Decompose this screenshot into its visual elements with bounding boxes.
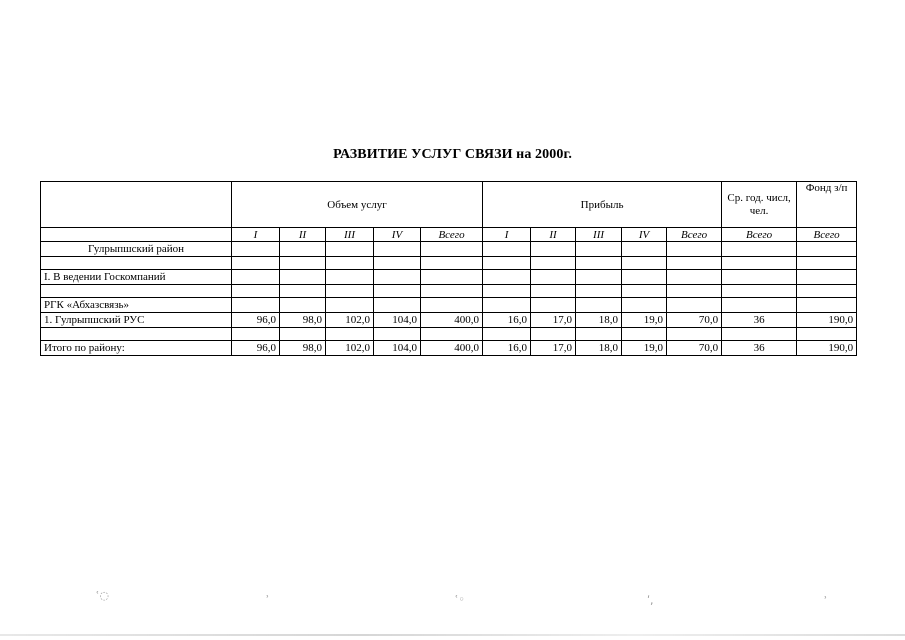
table-cell — [374, 298, 421, 313]
quarter-header: II — [280, 228, 326, 242]
table-cell — [667, 270, 722, 285]
quarter-header: I — [232, 228, 280, 242]
scan-speck: ʹ, — [647, 594, 654, 607]
header-row-groups — [41, 182, 857, 228]
table-cell — [280, 328, 326, 341]
table-cell — [280, 270, 326, 285]
header-empty-cell — [41, 182, 232, 228]
table-cell — [531, 270, 576, 285]
table-cell — [280, 285, 326, 298]
table-cell — [421, 242, 483, 257]
table-cell — [374, 270, 421, 285]
quarter-header: III — [576, 228, 622, 242]
table-cell — [326, 257, 374, 270]
table-cell: 17,0 — [531, 313, 576, 328]
table-cell — [421, 270, 483, 285]
table-cell — [797, 270, 857, 285]
table-cell — [326, 242, 374, 257]
table-cell: 70,0 — [667, 313, 722, 328]
payroll-header: Фонд з/п — [797, 182, 857, 228]
total-cell: 102,0 — [326, 341, 374, 356]
table-cell — [722, 270, 797, 285]
scan-bottom-edge — [0, 634, 905, 636]
table-cell — [232, 242, 280, 257]
table-cell — [483, 270, 531, 285]
table-cell — [797, 242, 857, 257]
table-cell — [421, 328, 483, 341]
table-cell: 19,0 — [622, 313, 667, 328]
scan-speck: ʿ◌ — [96, 589, 109, 602]
table-cell — [232, 298, 280, 313]
table-cell — [797, 257, 857, 270]
table-cell — [374, 285, 421, 298]
table-cell — [483, 285, 531, 298]
table-cell — [722, 328, 797, 341]
table-cell: 98,0 — [280, 313, 326, 328]
total-header: Всего — [797, 228, 857, 242]
table-row — [41, 242, 857, 257]
table-cell — [232, 328, 280, 341]
table-cell — [576, 285, 622, 298]
table-row — [41, 328, 857, 341]
table-cell — [576, 257, 622, 270]
total-cell: 400,0 — [421, 341, 483, 356]
table-cell — [576, 270, 622, 285]
total-cell: 18,0 — [576, 341, 622, 356]
scan-speck: ʾ — [266, 593, 270, 606]
total-cell: 98,0 — [280, 341, 326, 356]
table-row — [41, 285, 857, 298]
table-cell — [326, 270, 374, 285]
table-cell: 190,0 — [797, 313, 857, 328]
table-cell — [280, 257, 326, 270]
header-row-quarters — [41, 228, 857, 242]
total-cell: 19,0 — [622, 341, 667, 356]
table-row — [41, 298, 857, 313]
table-cell — [326, 298, 374, 313]
table-cell — [622, 328, 667, 341]
table-cell: 104,0 — [374, 313, 421, 328]
total-cell: 16,0 — [483, 341, 531, 356]
table-cell — [797, 298, 857, 313]
row-label: I. В ведении Госкомпаний — [41, 270, 232, 285]
total-header: Всего — [421, 228, 483, 242]
table-cell — [667, 242, 722, 257]
table-cell — [483, 242, 531, 257]
table-cell — [576, 242, 622, 257]
total-label: Итого по району: — [41, 341, 232, 356]
scan-speck: ʾ — [824, 594, 828, 607]
table-cell — [722, 285, 797, 298]
table-cell — [667, 328, 722, 341]
table-cell — [722, 257, 797, 270]
total-header: Всего — [722, 228, 797, 242]
table-cell — [576, 298, 622, 313]
table-cell — [722, 242, 797, 257]
table-cell — [374, 242, 421, 257]
total-cell: 17,0 — [531, 341, 576, 356]
table-cell — [622, 270, 667, 285]
table-cell — [722, 298, 797, 313]
header-empty-cell — [41, 228, 232, 242]
table-cell — [667, 285, 722, 298]
services-development-table — [40, 181, 857, 356]
total-row — [41, 341, 857, 356]
table-cell — [421, 257, 483, 270]
table-cell — [531, 298, 576, 313]
row-label: РГК «Абхазсвязь» — [41, 298, 232, 313]
table-cell — [667, 298, 722, 313]
table-row — [41, 257, 857, 270]
table-cell — [622, 257, 667, 270]
table-cell: 400,0 — [421, 313, 483, 328]
table-cell — [374, 328, 421, 341]
total-cell: 190,0 — [797, 341, 857, 356]
table-cell — [483, 257, 531, 270]
total-cell: 36 — [722, 341, 797, 356]
table-cell — [483, 298, 531, 313]
table-cell — [667, 257, 722, 270]
total-header: Всего — [667, 228, 722, 242]
table-cell — [576, 328, 622, 341]
total-cell: 70,0 — [667, 341, 722, 356]
table-cell — [622, 298, 667, 313]
table-cell — [531, 328, 576, 341]
table-cell: 36 — [722, 313, 797, 328]
table-row — [41, 313, 857, 328]
volume-group-header: Объем услуг — [232, 182, 483, 228]
table-cell: 96,0 — [232, 313, 280, 328]
table-cell — [531, 242, 576, 257]
total-cell: 96,0 — [232, 341, 280, 356]
row-label — [41, 285, 232, 298]
row-label — [41, 328, 232, 341]
table-cell — [326, 285, 374, 298]
total-cell: 104,0 — [374, 341, 421, 356]
table-cell — [232, 270, 280, 285]
table-cell: 102,0 — [326, 313, 374, 328]
table-row — [41, 270, 857, 285]
table-cell — [531, 257, 576, 270]
table-cell — [232, 257, 280, 270]
table-cell — [280, 298, 326, 313]
quarter-header: II — [531, 228, 576, 242]
table-cell — [531, 285, 576, 298]
row-label: 1. Гулрыпшский РУС — [41, 313, 232, 328]
table-cell — [326, 328, 374, 341]
table-cell — [483, 328, 531, 341]
table-cell — [797, 285, 857, 298]
table-cell — [622, 285, 667, 298]
avg-staff-header: Ср. год. числ, чел. — [722, 182, 797, 228]
quarter-header: I — [483, 228, 531, 242]
profit-group-header: Прибыль — [483, 182, 722, 228]
table-cell — [622, 242, 667, 257]
quarter-header: III — [326, 228, 374, 242]
table-cell — [421, 298, 483, 313]
quarter-header: IV — [622, 228, 667, 242]
row-label — [41, 257, 232, 270]
table-cell — [374, 257, 421, 270]
table-cell — [421, 285, 483, 298]
table-cell — [232, 285, 280, 298]
table-cell: 18,0 — [576, 313, 622, 328]
row-label: Гулрыпшский район — [41, 242, 232, 257]
table-cell — [797, 328, 857, 341]
document-title: РАЗВИТИЕ УСЛУГ СВЯЗИ на 2000г. — [333, 147, 572, 162]
table-cell: 16,0 — [483, 313, 531, 328]
scan-speck: ʿ◦ — [455, 593, 465, 606]
quarter-header: IV — [374, 228, 421, 242]
table-cell — [280, 242, 326, 257]
